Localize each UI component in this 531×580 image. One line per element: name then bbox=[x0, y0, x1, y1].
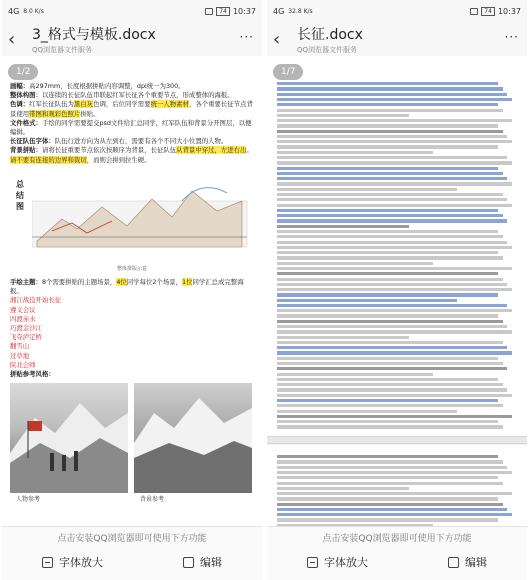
install-hint: 点击安装QQ浏览器即可使用下方功能 bbox=[57, 534, 207, 544]
text-line bbox=[277, 193, 503, 196]
font-enlarge-label: 字体放大 bbox=[59, 556, 103, 569]
text-line bbox=[277, 518, 498, 521]
text-line bbox=[277, 230, 498, 233]
text-line bbox=[277, 388, 507, 391]
spec-text: ，各个重要长征节点背景使用 bbox=[10, 100, 253, 118]
text-line bbox=[277, 256, 503, 259]
text-line bbox=[277, 241, 507, 244]
spec-text: 同学每位2个场景， bbox=[126, 278, 182, 287]
text-line bbox=[277, 471, 512, 474]
text-line bbox=[277, 325, 507, 328]
text-line bbox=[277, 151, 433, 154]
text-line bbox=[277, 130, 503, 133]
spec-text: 高297mm，长度根据拼贴内容调整，dpi统一为300。 bbox=[29, 82, 185, 90]
spec-label: 画幅： bbox=[10, 82, 30, 90]
text-line bbox=[277, 182, 512, 185]
clock: 10:37 bbox=[497, 6, 521, 16]
text-line bbox=[277, 394, 512, 397]
text-line bbox=[277, 145, 498, 148]
text-line bbox=[277, 119, 512, 122]
text-line bbox=[277, 177, 507, 180]
network-speed: 8.0 K/s bbox=[23, 7, 44, 15]
doc-header bbox=[2, 22, 262, 56]
spec-line bbox=[10, 146, 254, 164]
text-line bbox=[277, 135, 507, 138]
page-indicator: 1/2 bbox=[8, 64, 38, 80]
spec-label: 文件格式： bbox=[10, 118, 42, 127]
install-hint: 点击安装QQ浏览器即可使用下方功能 bbox=[322, 534, 472, 544]
spec-text: 手绘的同学需要提交psd文件给汇总同学，红军队伍和背景分开图层，以便编辑。 bbox=[10, 118, 252, 137]
doc-title: 长征.docx bbox=[297, 26, 363, 43]
text-line bbox=[277, 251, 498, 254]
text-line bbox=[277, 503, 503, 506]
font-enlarge-label: 字体放大 bbox=[324, 556, 368, 569]
document-viewport[interactable] bbox=[2, 56, 262, 526]
text-line bbox=[277, 98, 512, 101]
signal-icon: 4G bbox=[273, 6, 285, 16]
text-line bbox=[277, 219, 507, 222]
text-line bbox=[277, 482, 503, 485]
text-line bbox=[277, 188, 457, 191]
toolbar-buttons bbox=[2, 554, 262, 570]
doc-title: 3_格式与模板.docx bbox=[32, 26, 156, 43]
clock: 10:37 bbox=[232, 6, 256, 16]
text-line bbox=[277, 314, 498, 317]
text-line bbox=[277, 336, 409, 339]
text-line bbox=[277, 476, 498, 479]
document-page bbox=[2, 56, 262, 526]
text-line bbox=[277, 209, 498, 212]
mountain-sketch bbox=[32, 171, 252, 253]
status-right bbox=[470, 7, 521, 16]
spec-text: 请将长征重要节点依次按顺序为背景，长征队伍 bbox=[41, 146, 177, 155]
text-line bbox=[277, 399, 498, 402]
highlight-text: 统一人物素材 bbox=[150, 100, 189, 109]
back-arrow-icon[interactable]: ‹ bbox=[273, 28, 281, 50]
spec-text: 以连续的长征队伍串联起红军长征各个重要节点，形成整体的海报。 bbox=[41, 91, 234, 100]
status-left bbox=[8, 7, 44, 16]
text-line bbox=[277, 425, 503, 428]
text-line bbox=[277, 373, 433, 376]
text-line bbox=[277, 140, 512, 143]
font-size-icon bbox=[307, 557, 318, 568]
text-line bbox=[277, 272, 498, 275]
blurred-text-block bbox=[267, 445, 527, 526]
status-bar bbox=[267, 0, 527, 22]
text-line bbox=[277, 262, 433, 265]
text-line bbox=[277, 109, 503, 112]
text-line bbox=[277, 288, 512, 291]
text-line bbox=[277, 278, 503, 281]
page-separator bbox=[267, 436, 527, 444]
text-line bbox=[277, 357, 498, 360]
text-line bbox=[277, 204, 512, 207]
figure-reference-image bbox=[10, 383, 128, 493]
layout-diagram bbox=[10, 171, 254, 263]
edit-label: 编辑 bbox=[465, 556, 487, 569]
text-line bbox=[277, 214, 503, 217]
left-phone-screen bbox=[2, 0, 262, 580]
text-line bbox=[277, 404, 503, 407]
bottom-toolbar bbox=[267, 526, 527, 580]
text-line bbox=[277, 246, 512, 249]
blurred-text-block bbox=[267, 56, 527, 429]
spec-text: ，而则会拼到拉生硬。 bbox=[86, 155, 151, 164]
image-caption: 人物参考 bbox=[16, 496, 41, 504]
text-line bbox=[277, 410, 457, 413]
network-speed: 32.8 K/s bbox=[288, 7, 313, 15]
spec-text: 色调，后位同学需要 bbox=[93, 100, 151, 109]
spec-line bbox=[10, 100, 254, 118]
text-line bbox=[277, 330, 512, 333]
battery-level: 74 bbox=[216, 7, 230, 16]
red-list-item: 湘江战役开始长征 bbox=[10, 296, 62, 305]
document-body bbox=[2, 56, 262, 504]
doc-header bbox=[267, 22, 527, 56]
title-block bbox=[32, 24, 156, 55]
text-line bbox=[277, 304, 507, 307]
spec-label: 整体构图： bbox=[10, 91, 42, 100]
highlight-text: 黑白灰 bbox=[73, 100, 94, 109]
document-viewport[interactable] bbox=[267, 56, 527, 526]
text-line bbox=[277, 497, 498, 500]
battery-level: 74 bbox=[481, 7, 495, 16]
text-line bbox=[277, 172, 503, 175]
edit-icon bbox=[448, 557, 459, 568]
summary-line bbox=[10, 278, 254, 296]
text-line bbox=[277, 114, 409, 117]
red-list-item: 巧渡金沙江 bbox=[10, 324, 42, 333]
red-list-item: 遵义会议 bbox=[10, 305, 36, 314]
text-line bbox=[277, 82, 498, 85]
doc-subtitle: QQ浏览器文件服务 bbox=[297, 45, 358, 54]
highlight-text: 1位 bbox=[182, 278, 193, 287]
document-page-1 bbox=[267, 56, 527, 436]
spec-text: 队伍行进方向为从左到右，需要有各个不同大小位置的人物。 bbox=[54, 137, 228, 146]
spec-text: 同学汇总成完整海报。 bbox=[10, 278, 244, 296]
text-line bbox=[277, 198, 507, 201]
spec-label: 背景拼贴： bbox=[10, 146, 42, 155]
red-list-item: 陕北会师 bbox=[10, 360, 36, 369]
document-page-2 bbox=[267, 445, 527, 526]
mountain-illustration bbox=[10, 383, 128, 493]
highlight-text: 请不要有连接的边界和裁切 bbox=[10, 155, 87, 164]
doc-subtitle: QQ浏览器文件服务 bbox=[32, 45, 93, 54]
text-line bbox=[277, 455, 498, 458]
text-line bbox=[277, 320, 503, 323]
text-line bbox=[277, 460, 503, 463]
red-list-item: 过草地 bbox=[10, 351, 30, 360]
snow-mountain-illustration bbox=[134, 383, 252, 493]
status-left bbox=[273, 7, 313, 16]
red-list-item: 翻雪山 bbox=[10, 342, 30, 351]
text-line bbox=[277, 383, 503, 386]
signal-icon: 4G bbox=[8, 6, 20, 16]
alarm-icon bbox=[205, 8, 213, 15]
spec-text: 红军长征队伍为 bbox=[29, 100, 74, 109]
text-line bbox=[277, 103, 498, 106]
text-line bbox=[277, 309, 512, 312]
font-enlarge-button[interactable] bbox=[307, 554, 368, 570]
text-line bbox=[277, 283, 507, 286]
red-list-item: 飞夺泸定桥 bbox=[10, 333, 42, 342]
edit-button[interactable] bbox=[183, 554, 222, 570]
text-line bbox=[277, 235, 503, 238]
red-list-item: 四渡赤水 bbox=[10, 314, 36, 323]
text-line bbox=[277, 420, 498, 423]
text-line bbox=[277, 415, 512, 418]
edit-icon bbox=[183, 557, 194, 568]
text-line bbox=[277, 351, 512, 354]
spec-line bbox=[10, 119, 254, 137]
text-line bbox=[277, 492, 512, 495]
spec-text: 8个需要拼贴的主题场景， bbox=[41, 278, 117, 287]
background-reference-image bbox=[134, 383, 252, 493]
status-bar bbox=[2, 0, 262, 22]
reference-label: 拼贴参考风格： bbox=[10, 370, 55, 379]
text-line bbox=[277, 225, 409, 228]
text-line bbox=[277, 513, 512, 516]
reference-images bbox=[10, 383, 254, 493]
text-line bbox=[277, 267, 512, 270]
text-line bbox=[277, 367, 507, 370]
text-line bbox=[277, 466, 507, 469]
spec-text: 拼贴。 bbox=[80, 109, 100, 118]
text-line bbox=[277, 161, 512, 164]
status-right bbox=[205, 7, 256, 16]
text-line bbox=[277, 487, 409, 490]
font-size-icon bbox=[42, 557, 53, 568]
text-line bbox=[277, 156, 507, 159]
spec-label: 长征队伍字体： bbox=[10, 137, 55, 146]
more-options-icon[interactable]: ··· bbox=[504, 30, 519, 44]
text-line bbox=[277, 341, 503, 344]
text-line bbox=[277, 293, 498, 296]
spec-line bbox=[10, 82, 254, 91]
text-line bbox=[277, 124, 498, 127]
highlight-text: 从背景中穿过，左进右出 bbox=[176, 146, 247, 155]
spec-label: 色调： bbox=[10, 100, 30, 109]
back-arrow-icon[interactable]: ‹ bbox=[8, 28, 16, 50]
alarm-icon bbox=[470, 8, 478, 15]
text-line bbox=[277, 299, 457, 302]
text-line bbox=[277, 508, 507, 511]
diagram-label: 总结图 bbox=[16, 179, 24, 211]
spec-text: 。 bbox=[246, 146, 253, 155]
font-enlarge-button[interactable] bbox=[42, 554, 103, 570]
image-caption: 背景参考 bbox=[140, 496, 165, 504]
spec-label: 手绘主题： bbox=[10, 278, 42, 287]
text-line bbox=[277, 346, 507, 349]
bottom-toolbar bbox=[2, 526, 262, 580]
edit-button[interactable] bbox=[448, 554, 487, 570]
image-captions bbox=[10, 495, 254, 504]
more-options-icon[interactable]: ··· bbox=[239, 30, 254, 44]
text-line bbox=[277, 362, 503, 365]
highlight-text: 4位 bbox=[116, 278, 127, 287]
text-line bbox=[277, 93, 507, 96]
diagram-caption: 整体排版示意 bbox=[116, 265, 147, 272]
page-indicator: 1/7 bbox=[273, 64, 303, 80]
text-line bbox=[277, 87, 503, 90]
text-line bbox=[277, 167, 498, 170]
highlight-text: 带图和观彩色照片 bbox=[29, 109, 81, 118]
right-phone-screen bbox=[267, 0, 527, 580]
title-block bbox=[297, 24, 363, 55]
edit-label: 编辑 bbox=[200, 556, 222, 569]
text-line bbox=[277, 378, 498, 381]
toolbar-buttons bbox=[267, 554, 527, 570]
